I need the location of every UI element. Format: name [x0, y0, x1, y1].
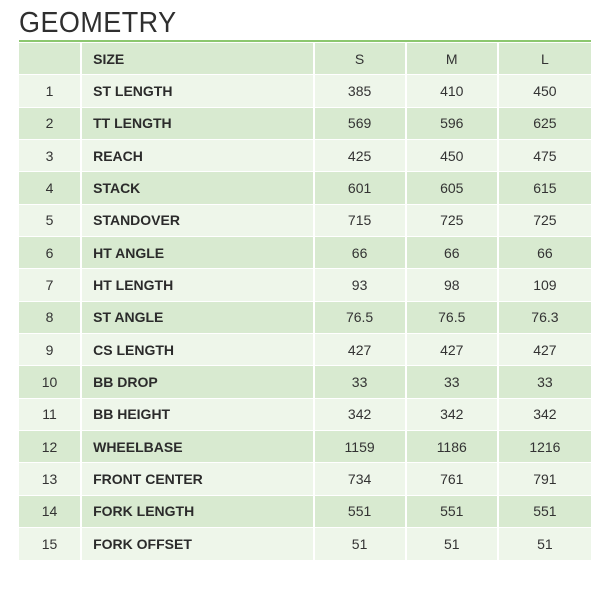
- row-label: BB HEIGHT: [82, 399, 314, 431]
- row-value-s: 601: [315, 172, 407, 204]
- table-row: [19, 463, 591, 495]
- row-label: CS LENGTH: [82, 334, 314, 366]
- row-value-m: 761: [407, 463, 499, 495]
- header-size-s: S: [315, 43, 407, 75]
- row-index: 8: [19, 302, 82, 334]
- row-value-s: 427: [315, 334, 407, 366]
- row-value-m: 605: [407, 172, 499, 204]
- row-label: HT LENGTH: [82, 269, 314, 301]
- table-row: [19, 302, 591, 334]
- row-value-s: 385: [315, 75, 407, 107]
- row-value-l: 51: [499, 528, 591, 560]
- row-index: 9: [19, 334, 82, 366]
- table-row: [19, 140, 591, 172]
- row-label: TT LENGTH: [82, 108, 314, 140]
- row-value-s: 93: [315, 269, 407, 301]
- row-label: HT ANGLE: [82, 237, 314, 269]
- table-row: [19, 172, 591, 204]
- table-row: [19, 75, 591, 107]
- row-value-m: 76.5: [407, 302, 499, 334]
- table-row: [19, 528, 591, 560]
- row-value-m: 725: [407, 205, 499, 237]
- row-value-m: 427: [407, 334, 499, 366]
- row-index: 6: [19, 237, 82, 269]
- row-value-m: 551: [407, 496, 499, 528]
- row-value-l: 475: [499, 140, 591, 172]
- header-size-label: SIZE: [82, 43, 314, 75]
- header-size-m: M: [407, 43, 499, 75]
- row-value-l: 791: [499, 463, 591, 495]
- row-value-s: 76.5: [315, 302, 407, 334]
- geometry-table: [19, 43, 591, 561]
- row-value-l: 33: [499, 366, 591, 398]
- row-value-m: 410: [407, 75, 499, 107]
- row-label: FORK LENGTH: [82, 496, 314, 528]
- row-label: BB DROP: [82, 366, 314, 398]
- row-value-l: 1216: [499, 431, 591, 463]
- row-label: REACH: [82, 140, 314, 172]
- row-label: ST LENGTH: [82, 75, 314, 107]
- title-divider: [19, 40, 591, 42]
- row-value-l: 625: [499, 108, 591, 140]
- row-value-m: 33: [407, 366, 499, 398]
- table-row: [19, 496, 591, 528]
- row-value-s: 715: [315, 205, 407, 237]
- row-index: 13: [19, 463, 82, 495]
- row-value-s: 734: [315, 463, 407, 495]
- row-index: 11: [19, 399, 82, 431]
- row-index: 1: [19, 75, 82, 107]
- row-label: WHEELBASE: [82, 431, 314, 463]
- table-row: [19, 205, 591, 237]
- row-value-s: 551: [315, 496, 407, 528]
- page-title: GEOMETRY: [19, 7, 177, 39]
- row-index: 5: [19, 205, 82, 237]
- row-value-l: 66: [499, 237, 591, 269]
- row-index: 15: [19, 528, 82, 560]
- row-index: 14: [19, 496, 82, 528]
- row-label: STANDOVER: [82, 205, 314, 237]
- row-label: ST ANGLE: [82, 302, 314, 334]
- table-row: [19, 237, 591, 269]
- row-value-l: 615: [499, 172, 591, 204]
- table-row: [19, 269, 591, 301]
- table-row: [19, 431, 591, 463]
- table-row: [19, 399, 591, 431]
- row-value-l: 76.3: [499, 302, 591, 334]
- table-row: [19, 334, 591, 366]
- table-row: [19, 366, 591, 398]
- row-value-m: 450: [407, 140, 499, 172]
- row-value-m: 596: [407, 108, 499, 140]
- row-value-s: 425: [315, 140, 407, 172]
- row-value-s: 66: [315, 237, 407, 269]
- row-index: 7: [19, 269, 82, 301]
- row-value-l: 450: [499, 75, 591, 107]
- row-value-l: 427: [499, 334, 591, 366]
- row-value-m: 51: [407, 528, 499, 560]
- row-value-l: 725: [499, 205, 591, 237]
- row-value-l: 342: [499, 399, 591, 431]
- row-index: 4: [19, 172, 82, 204]
- row-index: 3: [19, 140, 82, 172]
- row-value-s: 51: [315, 528, 407, 560]
- row-label: FORK OFFSET: [82, 528, 314, 560]
- row-index: 10: [19, 366, 82, 398]
- row-value-m: 342: [407, 399, 499, 431]
- row-index: 12: [19, 431, 82, 463]
- row-label: STACK: [82, 172, 314, 204]
- header-index-cell: [19, 43, 82, 75]
- row-value-m: 1186: [407, 431, 499, 463]
- row-label: FRONT CENTER: [82, 463, 314, 495]
- table-row: [19, 108, 591, 140]
- row-value-s: 342: [315, 399, 407, 431]
- row-value-l: 551: [499, 496, 591, 528]
- table-header-row: [19, 43, 591, 75]
- row-value-l: 109: [499, 269, 591, 301]
- row-value-s: 33: [315, 366, 407, 398]
- row-value-m: 66: [407, 237, 499, 269]
- header-size-l: L: [499, 43, 591, 75]
- row-value-s: 569: [315, 108, 407, 140]
- row-value-s: 1159: [315, 431, 407, 463]
- row-index: 2: [19, 108, 82, 140]
- row-value-m: 98: [407, 269, 499, 301]
